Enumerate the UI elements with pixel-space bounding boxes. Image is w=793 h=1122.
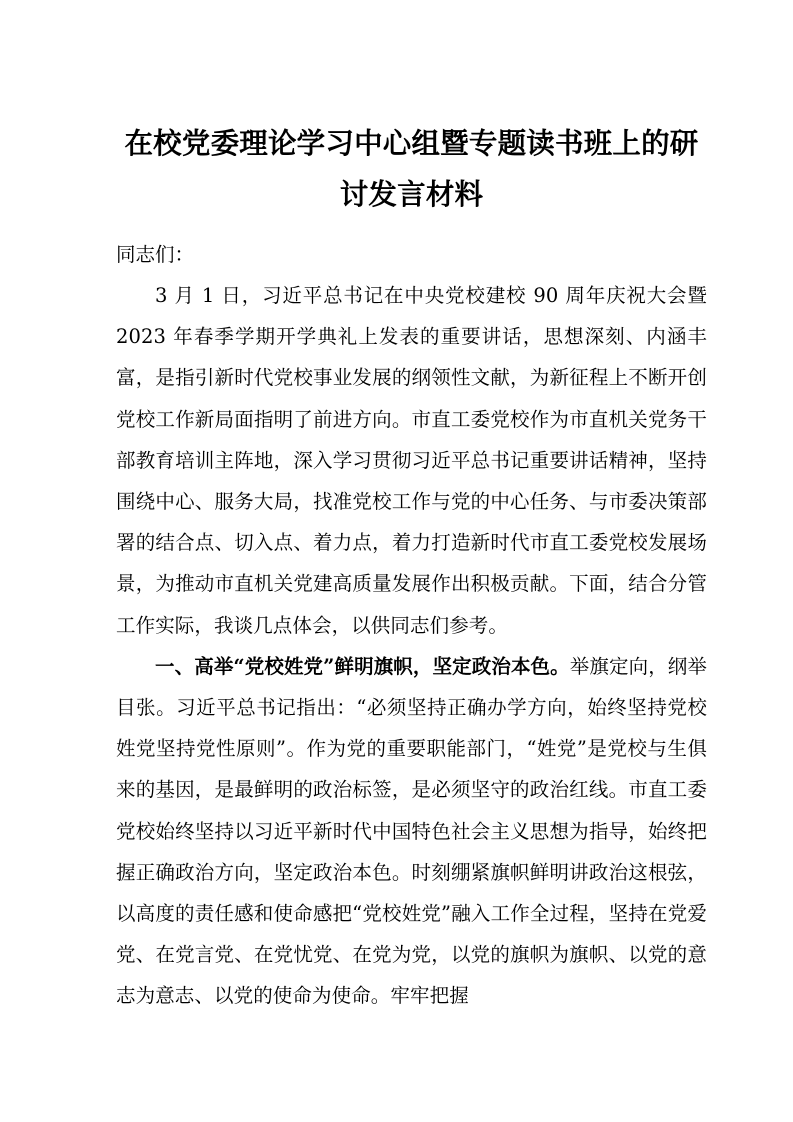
page-title: 在校党委理论学习中心组暨专题读书班上的研讨发言材料 <box>124 127 699 211</box>
section-one-heading: 一、高举“党校姓党”鲜明旗帜，坚定政治本色。 <box>155 654 570 678</box>
section-one-body: 举旗定向，纲举目张。习近平总书记指出：“必须坚持正确办学方向，始终坚持党校姓党坚持党性原则”。作为党的重要职能部门，“姓党”是党校与生俱来的基因，是最鲜明的政治标签，是必须坚守的政治红线。市直工委党校始终坚持以习近平新时代中国特色社会主义思想为指导，始终把握正确政治方向，坚定政治本色。时刻绷紧旗帜鲜明讲政治这根弦，以高度的责任感和使命感把“党校姓党”融入工作全过程，坚持在党爱党、在党言党、在党忧党、在党为党，以党的旗帜为旗帜、以党的意志为意志、以党的使命为使命。牢牢把握 <box>116 654 707 1008</box>
salutation: 同志们： <box>116 243 195 266</box>
paragraph-section-one <box>116 646 707 1017</box>
paragraph-intro: 3 月 1 日，习近平总书记在中央党校建校 90 周年庆祝大会暨 2023 年春季学期开学典礼上发表的重要讲话，思想深刻、内涵丰富，是指引新时代党校事业发展的纲领性文献，为新征程上不断开创党校工作新局面指明了前进方向。市直工委党校作为市直机关党务干部教育培训主阵地，深入学习贯彻习近平总书记重要讲话精神，坚持围绕中心、服务大局，找准党校工作与党的中心任务、与市委决策部署的结合点、切入点、着力点，着力打造新时代市直工委党校发展场景，为推动市直机关党建高质量发展作出积极贡献。下面，结合分管工作实际，我谈几点体会，以供同志们参考。 <box>116 284 707 637</box>
